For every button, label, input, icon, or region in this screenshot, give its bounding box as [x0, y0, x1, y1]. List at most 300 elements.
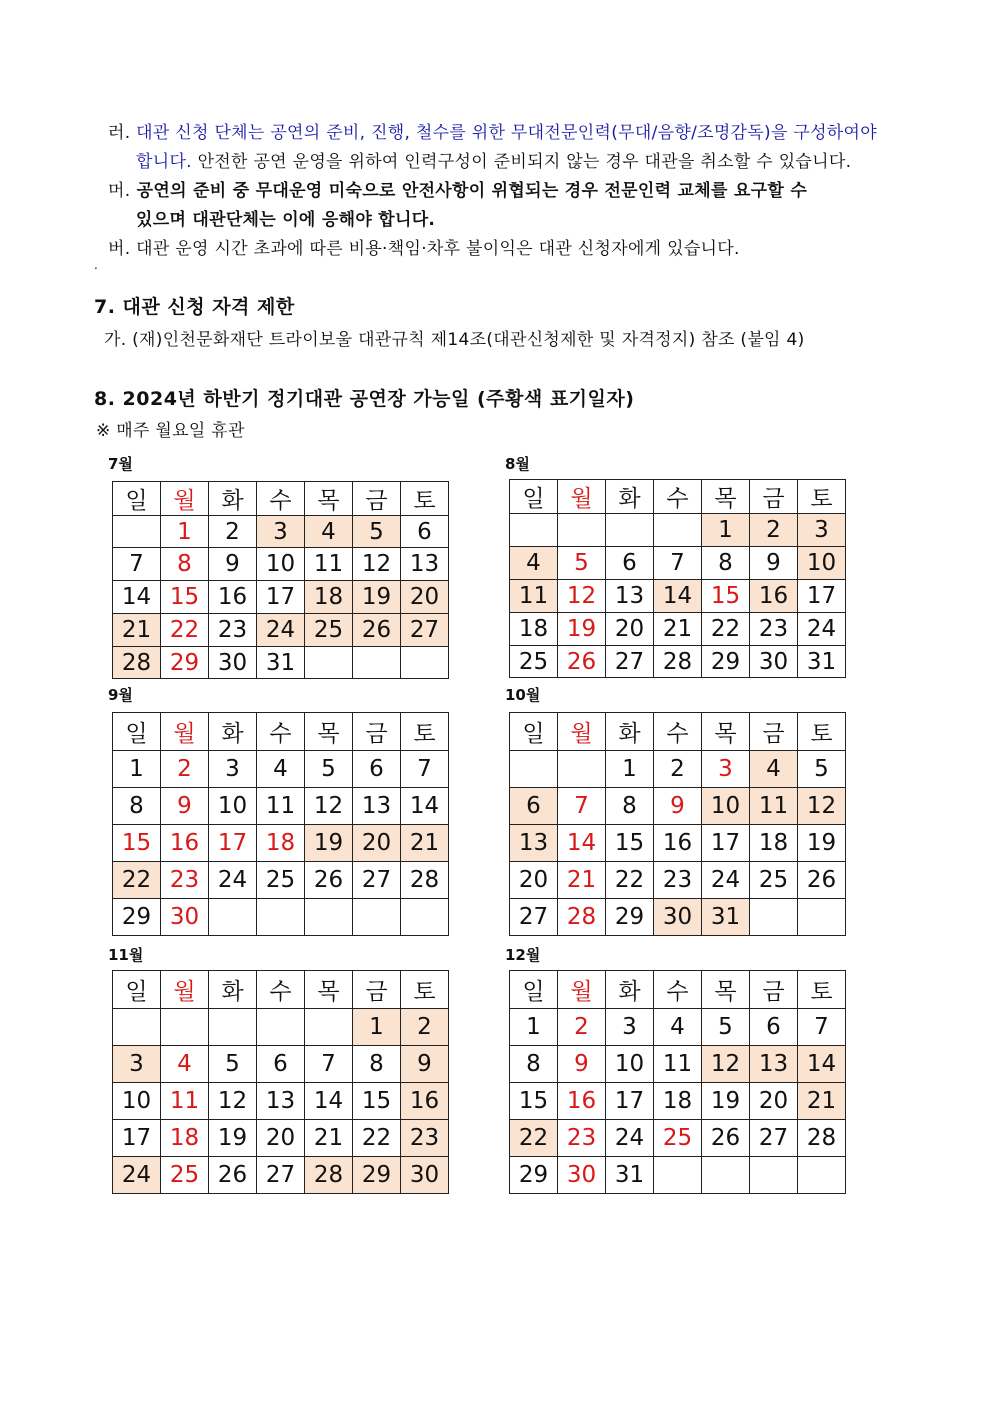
empty-cell	[750, 899, 798, 936]
weekday-header: 토	[401, 713, 449, 751]
day-cell: 1	[113, 751, 161, 788]
day-cell: 23	[161, 862, 209, 899]
day-cell: 20	[401, 581, 449, 614]
day-cell: 23	[750, 613, 798, 646]
weekday-header: 목	[702, 971, 750, 1009]
day-cell: 23	[209, 614, 257, 647]
day-cell: 1	[702, 514, 750, 547]
day-cell: 5	[209, 1046, 257, 1083]
day-cell: 15	[161, 581, 209, 614]
day-cell: 27	[257, 1157, 305, 1194]
day-cell: 2	[161, 751, 209, 788]
day-cell: 12	[798, 788, 846, 825]
weekday-header: 금	[750, 480, 798, 514]
empty-cell	[654, 514, 702, 547]
day-cell: 30	[401, 1157, 449, 1194]
day-cell: 10	[257, 548, 305, 581]
calendar-table	[509, 479, 846, 678]
day-cell: 9	[750, 547, 798, 580]
day-cell: 18	[161, 1120, 209, 1157]
weekday-header: 수	[257, 971, 305, 1009]
week-row	[510, 899, 846, 936]
weekday-header: 화	[209, 482, 257, 516]
note-beo-text: 대관 운영 시간 초과에 따른 비용·책임·차후 불이익은 대관 신청자에게 있습니다.	[136, 239, 740, 259]
week-row	[113, 516, 449, 548]
week-row	[113, 647, 449, 679]
week-row	[510, 613, 846, 646]
day-cell: 10	[209, 788, 257, 825]
day-cell: 27	[353, 862, 401, 899]
day-cell: 14	[654, 580, 702, 613]
week-row	[113, 1083, 449, 1120]
day-cell: 6	[606, 547, 654, 580]
weekday-header: 일	[510, 971, 558, 1009]
empty-cell	[558, 751, 606, 788]
week-row	[113, 614, 449, 647]
day-cell: 27	[401, 614, 449, 647]
weekday-header: 목	[702, 480, 750, 514]
weekday-header: 화	[606, 480, 654, 514]
day-cell: 24	[702, 862, 750, 899]
empty-cell	[798, 1157, 846, 1194]
note-meo-text2: 있으며 대관단체는 이에 응해야 합니다.	[136, 210, 436, 230]
day-cell: 8	[510, 1046, 558, 1083]
weekday-header: 수	[654, 713, 702, 751]
day-cell: 8	[161, 548, 209, 581]
section8-title: 8. 2024년 하반기 정기대관 공연장 가능일 (주황색 표기일자)	[94, 388, 635, 410]
day-cell: 11	[305, 548, 353, 581]
day-cell: 29	[113, 899, 161, 936]
weekday-header: 일	[113, 713, 161, 751]
week-row	[510, 580, 846, 613]
week-row	[113, 548, 449, 581]
week-row	[510, 751, 846, 788]
day-cell: 23	[558, 1120, 606, 1157]
day-cell: 12	[305, 788, 353, 825]
day-cell: 26	[798, 862, 846, 899]
empty-cell	[750, 1157, 798, 1194]
month-label: 10월	[505, 686, 541, 704]
day-cell: 26	[558, 646, 606, 678]
day-cell: 31	[606, 1157, 654, 1194]
day-cell: 8	[606, 788, 654, 825]
day-cell: 1	[606, 751, 654, 788]
day-cell: 18	[654, 1083, 702, 1120]
month-label: 8월	[505, 455, 530, 473]
month-label: 12월	[505, 946, 541, 964]
empty-cell	[353, 647, 401, 679]
day-cell: 20	[750, 1083, 798, 1120]
note-reo-rest-text: 안전한 공연 운영을 위하여 인력구성이 준비되지 않는 경우 대관을 취소할 수 있습니다.	[191, 152, 852, 172]
empty-cell	[510, 751, 558, 788]
weekday-header: 목	[702, 713, 750, 751]
day-cell: 15	[606, 825, 654, 862]
day-cell: 25	[750, 862, 798, 899]
day-cell: 14	[113, 581, 161, 614]
day-cell: 7	[305, 1046, 353, 1083]
day-cell: 26	[702, 1120, 750, 1157]
day-cell: 6	[750, 1009, 798, 1046]
day-cell: 13	[510, 825, 558, 862]
day-cell: 17	[798, 580, 846, 613]
week-row	[113, 825, 449, 862]
weekday-header: 수	[654, 971, 702, 1009]
day-cell: 28	[558, 899, 606, 936]
weekday-header: 수	[654, 480, 702, 514]
day-cell: 25	[510, 646, 558, 678]
day-cell: 5	[702, 1009, 750, 1046]
weekday-header: 화	[606, 971, 654, 1009]
week-row	[510, 825, 846, 862]
day-cell: 17	[702, 825, 750, 862]
day-cell: 4	[750, 751, 798, 788]
calendar-table	[112, 481, 449, 679]
day-cell: 7	[558, 788, 606, 825]
weekday-header: 일	[113, 971, 161, 1009]
day-cell: 5	[353, 516, 401, 548]
empty-cell	[209, 1009, 257, 1046]
day-cell: 29	[353, 1157, 401, 1194]
day-cell: 22	[113, 862, 161, 899]
day-cell: 17	[257, 581, 305, 614]
day-cell: 15	[353, 1083, 401, 1120]
day-cell: 17	[113, 1120, 161, 1157]
day-cell: 17	[209, 825, 257, 862]
weekday-header: 금	[750, 971, 798, 1009]
weekday-header: 수	[257, 713, 305, 751]
day-cell: 20	[353, 825, 401, 862]
day-cell: 11	[750, 788, 798, 825]
weekday-header: 목	[305, 713, 353, 751]
week-row	[510, 1009, 846, 1046]
day-cell: 26	[305, 862, 353, 899]
note-beo-marker: 버.	[108, 239, 131, 259]
empty-cell	[401, 647, 449, 679]
day-cell: 16	[558, 1083, 606, 1120]
day-cell: 3	[798, 514, 846, 547]
weekday-header: 월	[161, 971, 209, 1009]
weekday-header: 화	[209, 971, 257, 1009]
day-cell: 19	[209, 1120, 257, 1157]
empty-cell	[257, 1009, 305, 1046]
day-cell: 5	[558, 547, 606, 580]
section8-note: ※ 매주 월요일 휴관	[96, 421, 245, 441]
empty-cell	[558, 514, 606, 547]
note-meo-marker: 머.	[108, 181, 131, 201]
day-cell: 22	[510, 1120, 558, 1157]
week-row	[113, 788, 449, 825]
day-cell: 18	[305, 581, 353, 614]
day-cell: 22	[606, 862, 654, 899]
section7-title: 7. 대관 신청 자격 제한	[94, 296, 295, 318]
day-cell: 28	[798, 1120, 846, 1157]
day-cell: 19	[353, 581, 401, 614]
day-cell: 19	[798, 825, 846, 862]
day-cell: 18	[257, 825, 305, 862]
day-cell: 12	[209, 1083, 257, 1120]
month-label: 9월	[108, 686, 133, 704]
day-cell: 15	[113, 825, 161, 862]
day-cell: 10	[606, 1046, 654, 1083]
weekday-header: 월	[558, 971, 606, 1009]
weekday-header: 목	[305, 482, 353, 516]
day-cell: 12	[558, 580, 606, 613]
day-cell: 10	[798, 547, 846, 580]
day-cell: 8	[353, 1046, 401, 1083]
day-cell: 1	[353, 1009, 401, 1046]
day-cell: 31	[257, 647, 305, 679]
day-cell: 2	[750, 514, 798, 547]
calendar-table	[112, 970, 449, 1194]
day-cell: 22	[702, 613, 750, 646]
month-label: 11월	[108, 946, 144, 964]
empty-cell	[257, 899, 305, 936]
day-cell: 31	[798, 646, 846, 678]
note-reo-marker: 러.	[108, 123, 131, 143]
month-label: 7월	[108, 455, 133, 473]
weekday-header: 월	[161, 713, 209, 751]
day-cell: 21	[305, 1120, 353, 1157]
day-cell: 25	[257, 862, 305, 899]
day-cell: 28	[113, 647, 161, 679]
week-row	[113, 899, 449, 936]
weekday-header: 금	[353, 482, 401, 516]
week-row	[113, 581, 449, 614]
week-row	[510, 788, 846, 825]
weekday-header: 수	[257, 482, 305, 516]
day-cell: 2	[558, 1009, 606, 1046]
empty-cell	[161, 1009, 209, 1046]
day-cell: 19	[558, 613, 606, 646]
note-meo-line2	[136, 205, 435, 230]
day-cell: 24	[798, 613, 846, 646]
day-cell: 4	[305, 516, 353, 548]
day-cell: 21	[798, 1083, 846, 1120]
day-cell: 11	[161, 1083, 209, 1120]
day-cell: 30	[654, 899, 702, 936]
day-cell: 24	[113, 1157, 161, 1194]
day-cell: 28	[654, 646, 702, 678]
weekday-header: 금	[353, 971, 401, 1009]
day-cell: 18	[750, 825, 798, 862]
day-cell: 25	[654, 1120, 702, 1157]
weekday-header: 월	[161, 482, 209, 516]
day-cell: 4	[654, 1009, 702, 1046]
day-cell: 4	[257, 751, 305, 788]
day-cell: 13	[353, 788, 401, 825]
day-cell: 11	[654, 1046, 702, 1083]
weekday-header: 금	[750, 713, 798, 751]
day-cell: 18	[510, 613, 558, 646]
week-row	[113, 1120, 449, 1157]
day-cell: 15	[510, 1083, 558, 1120]
day-cell: 29	[161, 647, 209, 679]
day-cell: 30	[161, 899, 209, 936]
day-cell: 29	[606, 899, 654, 936]
day-cell: 12	[702, 1046, 750, 1083]
week-row	[510, 862, 846, 899]
day-cell: 25	[305, 614, 353, 647]
note-reo-blue-text: 대관 신청 단체는 공연의 준비, 진행, 철수를 위한 무대전문인력(무대/음향/조명감독)을 구성하여야	[136, 123, 877, 143]
day-cell: 4	[161, 1046, 209, 1083]
day-cell: 14	[558, 825, 606, 862]
note-meo-text1: 공연의 준비 중 무대운영 미숙으로 안전사항이 위협되는 경우 전문인력 교체를 요구할 수	[136, 181, 808, 201]
week-row	[510, 1083, 846, 1120]
note-dot: .	[94, 258, 99, 272]
week-row	[510, 514, 846, 547]
week-row	[510, 646, 846, 678]
day-cell: 22	[161, 614, 209, 647]
week-row	[113, 1046, 449, 1083]
day-cell: 5	[798, 751, 846, 788]
empty-cell	[702, 1157, 750, 1194]
day-cell: 31	[702, 899, 750, 936]
note-reo-line2	[136, 147, 851, 172]
day-cell: 19	[305, 825, 353, 862]
empty-cell	[606, 514, 654, 547]
day-cell: 10	[113, 1083, 161, 1120]
day-cell: 1	[510, 1009, 558, 1046]
note-meo-line1	[108, 176, 807, 201]
day-cell: 7	[654, 547, 702, 580]
day-cell: 3	[113, 1046, 161, 1083]
day-cell: 27	[606, 646, 654, 678]
day-cell: 14	[305, 1083, 353, 1120]
day-cell: 16	[401, 1083, 449, 1120]
weekday-header: 화	[209, 713, 257, 751]
day-cell: 1	[161, 516, 209, 548]
weekday-header: 화	[606, 713, 654, 751]
week-row	[113, 862, 449, 899]
day-cell: 13	[401, 548, 449, 581]
day-cell: 20	[510, 862, 558, 899]
day-cell: 8	[113, 788, 161, 825]
week-row	[510, 1046, 846, 1083]
day-cell: 25	[161, 1157, 209, 1194]
weekday-header: 토	[798, 713, 846, 751]
empty-cell	[305, 899, 353, 936]
empty-cell	[305, 1009, 353, 1046]
day-cell: 17	[606, 1083, 654, 1120]
day-cell: 14	[798, 1046, 846, 1083]
day-cell: 21	[654, 613, 702, 646]
day-cell: 5	[305, 751, 353, 788]
empty-cell	[401, 899, 449, 936]
day-cell: 2	[209, 516, 257, 548]
day-cell: 21	[558, 862, 606, 899]
day-cell: 11	[510, 580, 558, 613]
day-cell: 29	[510, 1157, 558, 1194]
day-cell: 16	[750, 580, 798, 613]
day-cell: 22	[353, 1120, 401, 1157]
weekday-header: 월	[558, 713, 606, 751]
day-cell: 15	[702, 580, 750, 613]
week-row	[113, 1157, 449, 1194]
day-cell: 16	[209, 581, 257, 614]
day-cell: 28	[401, 862, 449, 899]
day-cell: 21	[401, 825, 449, 862]
day-cell: 27	[750, 1120, 798, 1157]
day-cell: 27	[510, 899, 558, 936]
day-cell: 23	[401, 1120, 449, 1157]
week-row	[113, 1009, 449, 1046]
day-cell: 7	[401, 751, 449, 788]
empty-cell	[510, 514, 558, 547]
weekday-header: 금	[353, 713, 401, 751]
day-cell: 30	[750, 646, 798, 678]
day-cell: 21	[113, 614, 161, 647]
week-row	[510, 547, 846, 580]
day-cell: 6	[510, 788, 558, 825]
calendar-table	[112, 712, 449, 936]
day-cell: 30	[558, 1157, 606, 1194]
empty-cell	[798, 899, 846, 936]
day-cell: 3	[606, 1009, 654, 1046]
day-cell: 23	[654, 862, 702, 899]
day-cell: 11	[257, 788, 305, 825]
day-cell: 9	[209, 548, 257, 581]
day-cell: 9	[161, 788, 209, 825]
day-cell: 13	[257, 1083, 305, 1120]
empty-cell	[113, 516, 161, 548]
day-cell: 2	[654, 751, 702, 788]
day-cell: 24	[257, 614, 305, 647]
day-cell: 9	[558, 1046, 606, 1083]
weekday-header: 목	[305, 971, 353, 1009]
day-cell: 26	[209, 1157, 257, 1194]
day-cell: 12	[353, 548, 401, 581]
day-cell: 13	[606, 580, 654, 613]
weekday-header: 토	[401, 482, 449, 516]
weekday-header: 일	[510, 480, 558, 514]
calendar-table	[509, 970, 846, 1194]
weekday-header: 토	[401, 971, 449, 1009]
empty-cell	[113, 1009, 161, 1046]
day-cell: 9	[654, 788, 702, 825]
day-cell: 20	[606, 613, 654, 646]
empty-cell	[305, 647, 353, 679]
section7-item: 가. (재)인천문화재단 트라이보울 대관규칙 제14조(대관신청제한 및 자격정지) 참조 (붙임 4)	[104, 330, 805, 350]
note-reo-line1	[108, 118, 877, 143]
day-cell: 28	[305, 1157, 353, 1194]
day-cell: 7	[113, 548, 161, 581]
day-cell: 30	[209, 647, 257, 679]
week-row	[113, 751, 449, 788]
empty-cell	[209, 899, 257, 936]
week-row	[510, 1157, 846, 1194]
day-cell: 3	[257, 516, 305, 548]
day-cell: 9	[401, 1046, 449, 1083]
empty-cell	[654, 1157, 702, 1194]
day-cell: 29	[702, 646, 750, 678]
day-cell: 6	[401, 516, 449, 548]
day-cell: 3	[209, 751, 257, 788]
day-cell: 24	[209, 862, 257, 899]
weekday-header: 일	[510, 713, 558, 751]
day-cell: 10	[702, 788, 750, 825]
note-reo-blue-text2: 합니다.	[136, 152, 192, 172]
weekday-header: 토	[798, 971, 846, 1009]
day-cell: 24	[606, 1120, 654, 1157]
day-cell: 13	[750, 1046, 798, 1083]
day-cell: 3	[702, 751, 750, 788]
empty-cell	[353, 899, 401, 936]
note-beo-line	[108, 234, 740, 259]
day-cell: 20	[257, 1120, 305, 1157]
day-cell: 19	[702, 1083, 750, 1120]
day-cell: 26	[353, 614, 401, 647]
day-cell: 16	[654, 825, 702, 862]
